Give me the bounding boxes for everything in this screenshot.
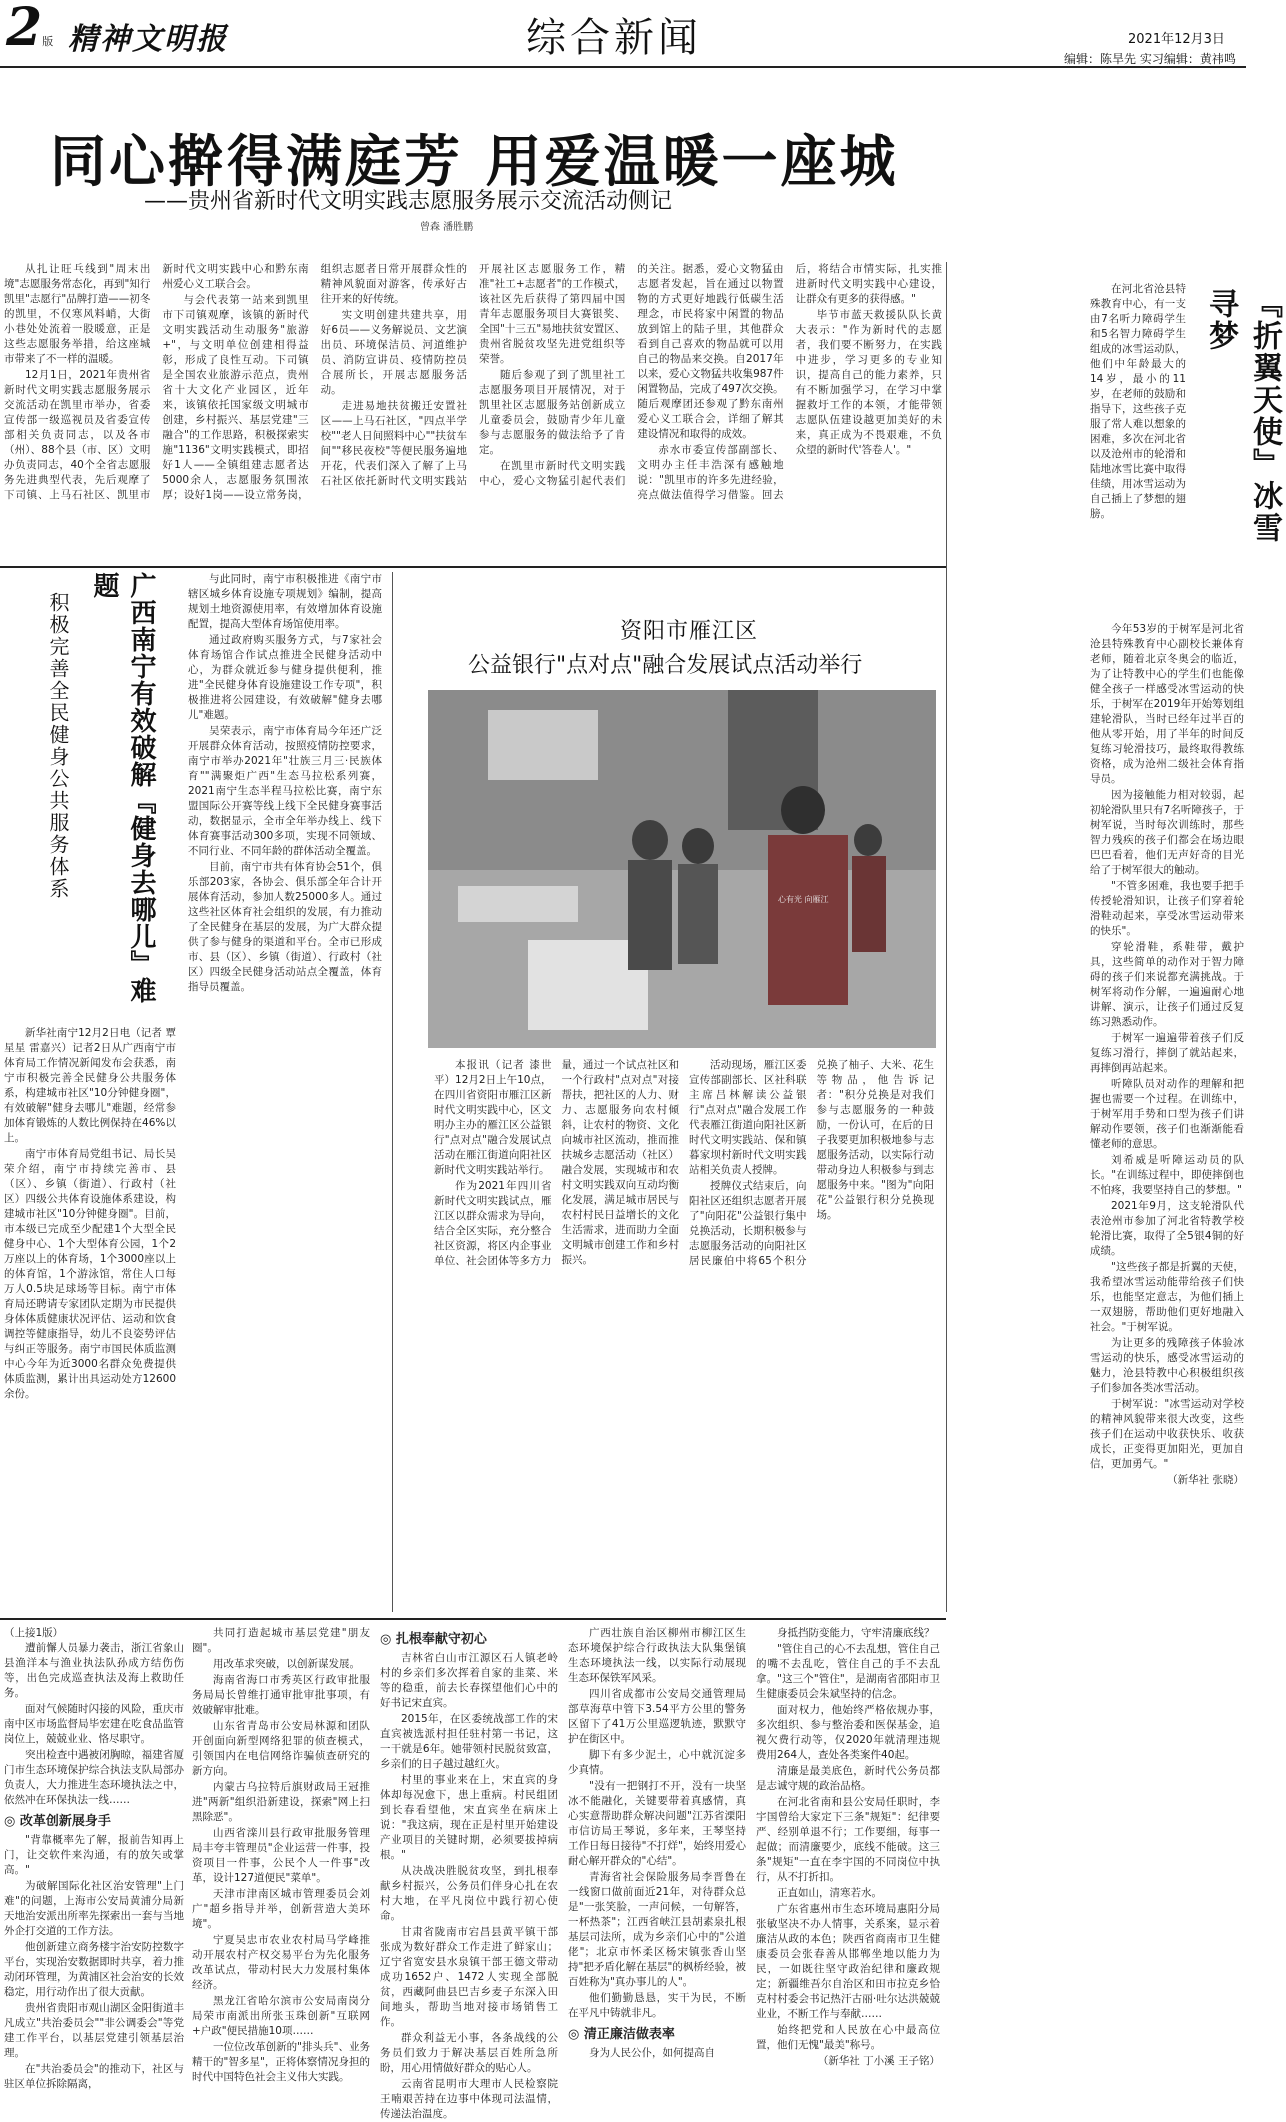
ziyang-photo	[428, 690, 936, 1048]
bottom-paragraph: 在河北省南和县公安局任职时，李宇国曾给大家定下三条"规矩"：纪律要严、经别单退不行；工作要细，每事一起做；而清廉要少，底线不能破。这三条"规矩"一直在李宇国的不同岗位中执行，从不打折扣。	[756, 1796, 940, 1883]
paper-name: 精神文明报	[68, 22, 228, 57]
section-title: 综合新闻	[526, 15, 702, 61]
bottom-paragraph: "管住自己的心不去乱想，管住自己的嘴不去乱吃，管住自己的手不去乱拿。"这三个"管住"，是湖南省邵阳市卫生健康委员会朱斌坚持的信念。	[756, 1643, 940, 1700]
ziyang-headline-line1: 资阳市雁江区	[620, 619, 759, 644]
bottom-col-2	[192, 1626, 370, 2083]
ziyang-paragraph: 活动现场，雁江区委宣传部副部长、区社科联主席吕林解读公益银行"点对点"融合发展工作代表雁江街道向阳社区新时代文明实践站、保和镇暮家坝村新时代文明实践站相关负责人授牌。	[689, 1059, 807, 1176]
bottom-paragraph: 广东省惠州市生态环境局惠阳分局张敏坚决不办人情事，关系案，显示着廉洁从政的本色；陕西省商南市卫生健康委员会张春善从邯郸坐地以能力为民，一如既往坚守政治纪律和廉政规定；新疆维吾尔自治区和田市拉克乡恰克村村委会书记热汗古丽·吐尔达洪兢兢业业，不断工作与奉献……	[756, 1903, 940, 2020]
photo-table	[458, 886, 578, 922]
bottom-paragraph: 云南省昆明市大理市人民检察院王喃艰苦持在边事中体现司法温情，传递法治温度。	[380, 2078, 558, 2120]
continuation-note: （上接1版）	[4, 1627, 64, 1639]
nanning-subhead: 积极完善全民健身公共服务体系	[46, 592, 70, 900]
photo-person	[628, 860, 672, 970]
nanning-paragraph: 吴荣表示，南宁市体育局今年还广泛开展群众体育活动，按照疫情防控要求，南宁市举办2021年"壮族三月三·民族体育""满聚炬广西"生态马拉松系列赛，2021南宁生态半程马拉松比赛，南宁东盟国际公开赛等线上线下全民健身赛事活动，数据显示，全市全年举办线上、线下体育赛事活动300多项，实现不同领域、不同行业、不同年龄的群体活动全覆盖。	[188, 725, 382, 857]
ziyang-paragraph: 作为2021年四川省新时代文明实践试点，雁江区以群众需求为导向，结合全区实际，充分整合社区资源，将区内企事业单位、社会团体等多方力量，通过一个试点社区和一个行政村"点对点"对接帮扶，把社区的人力、财力、志愿服务向农村倾斜，让农村的物资、文化向城市社区流动，推而推扶城乡志愿活动（社区）融合发展，实现城市和农村文明实践双向互动均衡化发展，满足城市居民与农村村民日益增长的文化生活需求，进而助力全面文明城市创建工作和乡村振兴。	[434, 1059, 679, 1267]
issue-date: 2021年12月3日	[1128, 32, 1225, 47]
bottom-paragraph: 山东省青岛市公安局林源和团队开创面向新型网络犯罪的侦查模式，引领国内在电信网络诈骗侦查研究的新方向。	[192, 1720, 370, 1777]
bottom-paragraph: 青海省社会保险服务局李晋鲁在一线窗口做前面近21年，对待群众总是"一张笑脸，一声问候，一句解答，一杯热茶"；江西省峡江县胡素泉扎根基层司法所，成为乡亲们心中的"公道佬"；北京市怀柔区杨宋镇张香山坚持"把矛盾化解在基层"的枫桥经验，被百姓称为"真办事儿的人"。	[568, 1871, 746, 1988]
lead-paragraph: 走进易地扶贫搬迁安置社区——上马石社区，"四点半学校""老人日间照料中心""扶贫车间""移民夜校"等便民服务遍地开花，代表们深入了解了上马石社区依托新时代文明实践站开展社区志愿服务工作，精准"社工+志愿者"的工作模式，该社区先后获得了第四届中国青年志愿服务项目大赛银奖、全国"十三五"易地扶贫安置区、贵州省脱贫攻坚先进党组织等荣誉。	[320, 263, 626, 487]
bottom-paragraph: 面对权力，他始终严格依规办事，多次组织、参与整治委和医保基金，追视欠费行动等，仅2020年就清理违规费用264人，查处各类案件40起。	[756, 1704, 940, 1761]
bottom-paragraph: 从决战决胜脱贫攻坚，到扎根奉献乡村振兴，公务员们伴身心扎在农村大地，在平凡岗位中践行初心使命。	[380, 1865, 558, 1922]
bottom-paragraph: 甘肃省陇南市宕昌县黄平镇干部张成为数好群众工作走进了鲜家山；辽宁省宽安县水泉镇干部王德文带动成功1652户、1472人实现全部脱贫，西藏阿曲县巴吉乡麦子东深入田间地头，帮助当地对接市场销售工作。	[380, 1926, 558, 2028]
bottom-paragraph: 一位位改革创新的"排头兵"、业务精干的"智多星"，正将体察情况身担的时代中国特色社会主义伟大实践。	[192, 2041, 370, 2083]
lead-body	[4, 262, 942, 558]
bottom-paragraph: 脚下有多少泥土，心中就沉淀多少真情。	[568, 1749, 746, 1776]
nanning-paragraph: 新华社南宁12月2日电（记者 覃星星 雷嘉兴）记者2日从广西南宁市体育局工作情况新闻发布会获悉，南宁市积极完善全民健身公共服务体系，构建城市社区"10分钟健身圈"，有效破解"健身去哪儿"难题，经常参加体育锻炼的人数比例保持在46%以上。	[4, 1027, 176, 1144]
lead-paragraph: 从扎让旺乓线到"周末出境"志愿服务常态化，再到"知行凯里"志愿行"品牌打造——初冬的凯里，不仅寒风料峭，大街小巷处处流着一股暖意，正是这些志愿服务举措，给这座城市带来了不一样的温暖。	[4, 263, 151, 365]
right-strip-headline: 『折翼天使』冰雪寻梦	[1203, 288, 1282, 544]
lead-headline: 同心擀得满庭芳 用爱温暖一座城	[50, 130, 899, 195]
right-strip-credit: （新华社 张晓）	[1167, 1474, 1244, 1486]
masthead	[0, 0, 1246, 68]
bottom-paragraph: 广西壮族自治区柳州市柳江区生态环境保护综合行政执法大队集堡镇生态环境执法一线，以实际行动展现生态环保铁军风采。	[568, 1627, 746, 1684]
bottom-paragraph: 始终把党和人民放在心中最高位置，他们无愧"最美"称号。	[756, 2024, 940, 2051]
right-strip-intro	[1090, 282, 1186, 614]
page-number: 2版	[6, 0, 54, 58]
ziyang-body	[434, 1058, 934, 1376]
bottom-paragraph: 群众利益无小事，各条战线的公务员们致力于解决基层百姓所急所盼，用心用情做好群众的贴心人。	[380, 2032, 558, 2074]
subhead-reform: ◎ 改革创新展身手	[4, 1814, 111, 1829]
bottom-paragraph: 山西省滦川县行政审批服务管理局丰夸丰管理员"企业运营一件事，投资项目一件事，公民个人一件事"改革，设计127道便民"菜单"。	[192, 1827, 370, 1884]
column-divider	[392, 572, 393, 1612]
section-rule	[0, 1618, 946, 1620]
nanning-headline: 广西南宁有效破解『健身去哪儿』难题	[89, 572, 156, 1004]
right-strip-paragraph: 穿轮滑鞋，系鞋带，戴护具，这些简单的动作对于智力障碍的孩子们来说都充满挑战。于树军将动作分解，一遍遍耐心地讲解、演示，让孩子们通过反复练习熟悉动作。	[1090, 941, 1244, 1028]
bottom-paragraph: 贵州省贵阳市观山湖区金阳街道丰凡成立"共治委员会""非公调委会"等党建工作平台，以基层党建引领基层治理。	[4, 2002, 184, 2059]
bottom-paragraph: 在"共治委员会"的推动下，社区与驻区单位拆除隔离，	[4, 2063, 184, 2090]
right-strip-paragraph: 于树军一遍遍带着孩子们反复练习滑行，摔倒了就站起来，再摔倒再站起来。	[1090, 1032, 1244, 1074]
lead-paragraph: 实文明创建共建共享，用好6员——义务解说员、文艺演出员、环境保洁员、河道维护员、消防宣讲员、疫情防控员合展所长，开展志愿服务活动。	[320, 309, 467, 396]
photo-volunteer-vest	[768, 835, 848, 1005]
photo-person	[682, 828, 714, 864]
bottom-paragraph: 内蒙古乌拉特后旗财政局王冠推进"两新"组织沿新建设，探索"网上扫黑除恶"。	[192, 1781, 370, 1823]
subhead-integrity: ◎ 清正廉洁做表率	[568, 2027, 675, 2042]
lead-byline: 曾森 潘胜鹏	[420, 222, 474, 233]
photo-banner	[488, 710, 598, 780]
bottom-credit: （新华社 丁小溪 王子铭）	[817, 2055, 940, 2067]
bottom-paragraph: "背靠概率先了解，报前告知再上门，让交软件来沟通，有的放矢或掌高。"	[4, 1834, 184, 1876]
right-strip-paragraph: 于树军说："冰雪运动对学校的精神风貌带来很大改变，这些孩子们在运动中收获快乐、收获成长，正变得更加阳光，更加自信，更加勇气。"	[1090, 1398, 1244, 1470]
lead-paragraph: 毕节市蓝天救援队队长黄大表示："作为新时代的志愿者，我们要不断努力，在实践中进步，学习更多的专业知识，提高自己的能力素养，只有不断加强学习，在学习中掌握救圩工作的本领，才能带领志愿队伍建设越更加美好的未来，真正成为不畏艰难，不负众望的新时代'答卷人'。"	[795, 309, 942, 456]
page-suffix: 版	[42, 35, 54, 48]
lead-paragraph: 赤水市委宣传部副部长、文明办主任丰浩深有感触地说："凯里市的许多先进经验，亮点做法值得学习借鉴。回去后，将结合市情实际，扎实推进新时代文明实践中心建设，让群众有更多的获得感。"	[637, 263, 942, 501]
bottom-paragraph: 清廉是最美底色，新时代公务员都是志诚守规的政治品格。	[756, 1765, 940, 1792]
bottom-col-1	[4, 1626, 184, 2090]
bottom-paragraph: 共同打造起城市基层党建"朋友圈"。	[192, 1627, 370, 1654]
bottom-paragraph: 2015年，在区委统战部工作的宋直宾被选派村担任驻村第一书记，这一干就是6年。她带领村民脱贫致富，乡亲们的日子越过越红火。	[380, 1713, 558, 1770]
photo-scene	[428, 690, 936, 1048]
ziyang-paragraph: 授牌仪式结束后，向阳社区还组织志愿者开展了"向阳花"公益银行集中兑换活动，长期积极参与志愿服务活动的向阳社区居民廉伯中将65个积分兑换了柚子、大米、花生等物品，他告诉记者："积分兑换是对我们参与志愿服务的一种鼓励，一份认可，在后的日子我要更加积极地参与志愿服务活动，以实际行动带动身边人积极参与到志愿服务中来。"图为"向阳花"公益银行积分兑换现场。	[689, 1059, 934, 1267]
photo-person	[678, 864, 718, 964]
lead-subhead: ——贵州省新时代文明实践志愿服务展示交流活动侧记	[144, 189, 673, 214]
bottom-paragraph: 村里的事业来在上，宋直宾的身体却每况愈下，患上重病。村民组团到长春看望他，宋直宾坐在病床上说："我这病，现在正是村里开始建设产业项目的关键时期，必须要拔掉病根。"	[380, 1774, 558, 1861]
nanning-paragraph: 通过政府购买服务方式，与7家社会体育场馆合作试点推进全民健身活动中心，为群众就近参与健身提供便利，推进"全民健身体育设施建设工作专项"，积极推进将公园建设，有效破解"健身去哪儿"难题。	[188, 634, 382, 721]
column-divider	[946, 262, 947, 1612]
bottom-paragraph: 用改革求突破，以创新谋发展。	[213, 1658, 360, 1670]
nanning-paragraph: 与此同时，南宁市积极推进《南宁市辖区城乡体育设施专项规划》编制，提高规划土地资源使用率，有效增加体育设施配置，提高大型体育场馆使用率。	[188, 573, 382, 630]
bottom-paragraph: 吉林省白山市江源区石人镇老岭村的乡亲们多次挥着自家的韭菜、米等的稳重，前去长春探望他们心中的好书记宋直宾。	[380, 1652, 558, 1709]
nanning-body-lead	[4, 1026, 176, 1616]
bottom-col-4	[568, 1626, 746, 2059]
bottom-paragraph: 他创新建立商务楼宇治安防控数字平台，实现治安数据即时共享，着力推动闭环管理，为黄浦区社会治安的长效稳定，用行动作出了很大贡献。	[4, 1941, 184, 1998]
editors-line: 编辑：陈旱先 实习编辑：黄祎鸣	[1064, 52, 1236, 66]
right-strip-body	[1090, 622, 1244, 2012]
ziyang-paragraph: 本报讯（记者 漆世平）12月2日上午10点，在四川省资阳市雁江区新时代文明实践中心，区文明办主办的雁江区公益银行"点对点"融合发展试点活动在雁江街道向阳社区新时代文明实践站举行。	[434, 1059, 552, 1176]
bottom-paragraph: 四川省成都市公安局交通管理局部草海草中管下3.54平方公里的警务区留下了41万公里巡逻轨迹，默默守护在街区中。	[568, 1688, 746, 1745]
photo-person	[632, 820, 668, 860]
photo-person	[854, 824, 882, 856]
bottom-paragraph: 正直如山，清寒若水。	[777, 1887, 882, 1899]
nanning-body	[188, 572, 382, 1616]
lead-paragraph: 12月1日，2021年贵州省新时代文明实践志愿服务展示交流活动在凯里市举办，省委宣传部一级巡视员及省委宣传部相关负责同志，以及各市（州）、88个县（市、区）文明办负责同志，40个全省志愿服务先进典型代表，先后观摩了下司镇、上马石社区、凯里市新时代文明实践中心和黔东南州爱心义工联合会。	[4, 263, 309, 501]
nanning-paragraph: 南宁市体育局党组书记、局长吴荣介绍，南宁市持续完善市、县（区）、乡镇（街道）、行政村（社区）四级公共体育设施体系建设，构建城市社区"10分钟健身圈"。目前，市本级已完成至少配建1个大型全民健身中心、1个大型体育公园，1个2万座以上的体育场，1个3000座以上的体育馆，1个游泳馆，常住人口每万人0.5块足球场等目标。南宁市体育局还聘请专家团队定期为市民提供身体体质健康状况评估、运动和饮食调控等健康指导，幼儿不良姿势评估与纠正等服务。南宁市国民体质监测中心今年为近3000名群众免费提供体质监测，累计出具运动处方12600余份。	[4, 1148, 176, 1400]
bottom-paragraph: 黑龙江省哈尔滨市公安局南岗分局荣市南派出所张玉珠创新"互联网+户政"便民措施10项……	[192, 1995, 370, 2037]
bottom-paragraph: 面对气候随时闪接的风险，重庆市南中区市场监督局毕宏建在吃食品监管岗位上，兢兢业业、恪尽职守。	[4, 1703, 184, 1745]
bottom-paragraph: 身为人民公仆，如何提高自	[589, 2047, 715, 2059]
bottom-col-3	[380, 1626, 558, 2120]
right-strip-paragraph: 在河北省沧县特殊教育中心，有一支由7名听力障碍学生和5名智力障碍学生组成的冰雪运动队，他们中年龄最大的14岁，最小的11岁，在老师的鼓励和指导下，这些孩子克服了常人难以想象的困难，多次在河北省以及沧州市的轮滑和陆地冰雪比赛中取得佳绩，用冰雪运动为自己插上了梦想的翅膀。	[1090, 283, 1186, 520]
bottom-paragraph: "没有一把钢打不开，没有一块坚冰不能融化，关键要带着真感情，真心实意帮助群众解决问题"江苏省溧阳市信访局王琴说，多年来，王琴坚持工作日每日接待"不打烊"，始终用爱心耐心解开群众的"心结"。	[568, 1780, 746, 1867]
photo-volunteer	[781, 786, 825, 834]
ziyang-headline-line2: 公益银行"点对点"融合发展试点活动举行	[468, 653, 863, 678]
bottom-paragraph: 突出检查中遇被闭胸晾，福建省厦门市生态环境保护综合执法支队局部办负责人，大力推进生态环境执法之中，依然冲在环保执法一线……	[4, 1749, 184, 1806]
right-strip-paragraph: 2021年9月，这支轮滑队代表沧州市参加了河北省特教学校轮滑比赛，取得了全5银4铜的好成绩。	[1090, 1200, 1244, 1257]
bottom-paragraph: 海南省海口市秀英区行政审批服务局局长曾维打通审批审批事项，有效破解审批难。	[192, 1674, 370, 1716]
bottom-paragraph: 身抵挡防变能力，守牢清廉底线？	[777, 1627, 935, 1639]
section-rule	[0, 566, 946, 568]
nanning-paragraph: 目前，南宁市共有体育协会51个，俱乐部203家，各协会、俱乐部全年合计开展体育活动，参加人数25000多人。通过这些社区体育社会组织的发展，有力推动了全民健身在基层的发展，为广大群众提供了参与健身的渠道和平台。全市已形成市、县（区）、乡镇（街道）、行政村（社区）四级全民健身活动站点全覆盖，体育指导员覆盖。	[188, 861, 382, 993]
lead-paragraph: 在凯里市新时代文明实践中心，爱心文物猛引起代表们的关注。据悉，爱心文物猛由志愿者发起，旨在通过以物置物的方式更好地践行低碳生活理念，市民将家中闲置的物品放到馆上的陆子里，其他群众看到自己喜欢的物品就可以用自己的物品来交换。自2017年以来，爱心文物猛共收集987件闲置物品，完成了497次交换。随后观摩团还参观了黔东南州爱心义工联合会，详细了解其建设情况和取得的成效。	[478, 263, 784, 487]
photo-person	[852, 856, 886, 952]
right-strip-paragraph: 因为接触能力相对较弱，起初轮滑队里只有7名听障孩子，于树军说，当时每次训练时，那些智力残疾的孩子们都会在场边眼巴巴看着，他们无声好奇的目光给了于树军很大的触动。	[1090, 789, 1244, 876]
bottom-paragraph: 遭前懈人员暴力袭击，浙江省象山县渔洋本与渔业执法队孙成方结伤伤等，出色完成巡查执法及海上救助任务。	[4, 1642, 184, 1699]
bottom-paragraph: 宁夏吴忠市农业农村局马学峰推动开展农村产权交易平台为先化服务改革试点，带动村民大力发展村集体经济。	[192, 1934, 370, 1991]
right-strip-paragraph: 听障队员对动作的理解和把握也需要一个过程。在训练中，于树军用手势和口型为孩子们讲解动作要领，孩子们也渐渐能看懂老师的意思。	[1090, 1078, 1244, 1150]
bottom-paragraph: 为破解国际化社区治安管理"上门难"的问题，上海市公安局黄浦分局新天地治安派出所率先探索出一套与当地外企打交道的工作方法。	[4, 1880, 184, 1937]
lead-paragraph: 与会代表第一站来到凯里市下司镇观摩，该镇的新时代文明实践活动生动服务"旅游+"，与文明单位创建相得益彰，形成了良性互动。下司镇是全国农业旅游示范点，贵州省十大文化产业园区，近年来，该镇依托国家级文明城市创建，乡村振兴、基层党建"三融合"的工作思路，积极探索实施"1136"文明实践模式，即招好1人——全镇组建志愿者达5000余人，志愿服务氛围浓厚；设好1岗——设立常务岗，组织志愿者日常开展群众性的精神风貌面对游客，传承好古往开来的好传统。	[162, 263, 467, 501]
right-strip-paragraph: "这些孩子都是折翼的天使，我希望冰雪运动能带给孩子们快乐，也能坚定意志，为他们插上一双翅膀，帮助他们更好地融入社会。"于树军说。	[1090, 1261, 1244, 1333]
subhead-dedication: ◎ 扎根奉献守初心	[380, 1632, 487, 1647]
right-strip-paragraph: "不管多困难，我也要手把手传授轮滑知识，让孩子们穿着轮滑鞋动起来，享受冰雪运动带来的快乐"。	[1090, 880, 1244, 937]
masthead-rule	[0, 66, 1246, 68]
bottom-paragraph: 他们勤勤恳恳，实干为民，不断在平凡中铸就非凡。	[568, 1992, 746, 2019]
lead-paragraph: 随后参观了到了凯里社工志愿服务项目开展情况，对于凯里社区志愿服务站创新成立儿童委员会，鼓励青少年儿童参与志愿服务的做法给予了肯定。	[478, 369, 626, 456]
bottom-paragraph: 天津市津南区城市管理委员会刘广"超乡指导并举，创新营造大美环境"。	[192, 1888, 370, 1930]
photo-vest-text: 心有光 向雁江	[778, 895, 829, 904]
right-strip-paragraph: 刘希威是听障运动员的队长。"在训练过程中，即使摔倒也不怕疼，我要坚持自己的梦想。"	[1090, 1154, 1244, 1196]
bottom-col-5	[756, 1626, 940, 2067]
right-strip-paragraph: 今年53岁的于树军是河北省沧县特殊教育中心副校长兼体育老师，随着北京冬奥会的临近，为了让特教中心的学生们也能像健全孩子一样感受冰雪运动的快乐，于树军在2019年开始筹划组建轮滑队，当时已经年过半百的他从零开始，用了半年的时间反复练习轮滑技巧，最终取得教练资格，成为沧州二级社会体育指导员。	[1090, 623, 1244, 785]
right-strip-paragraph: 为让更多的残障孩子体验冰雪运动的快乐，感受冰雪运动的魅力，沧县特教中心积极组织孩子们参加各类冰雪活动。	[1090, 1337, 1244, 1394]
